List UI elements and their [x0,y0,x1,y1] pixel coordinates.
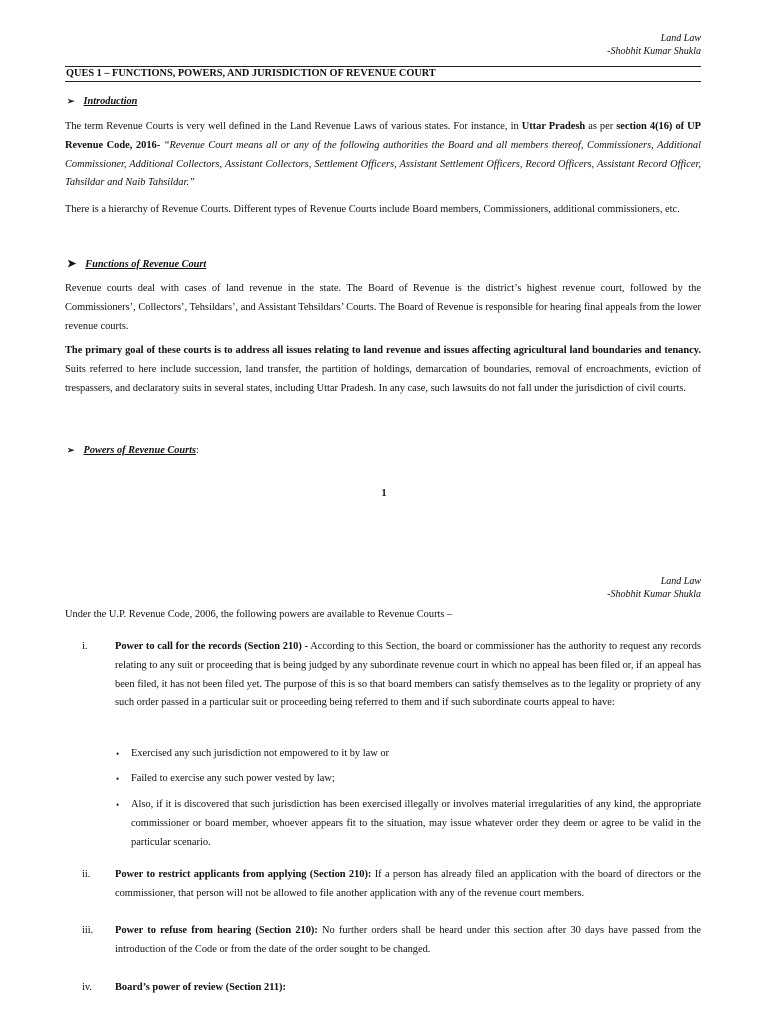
bullet-item-3: Also, if it is discovered that such jurisdiction has been exercised illegally or involves material irregularities of any kind, the appropriate commissioner or board member, whoever appears fit to the situation, may issue whatever order they deem or agree to be valid in the particular scenario. [131,799,701,848]
power-item-3: Power to refuse from hearing (Section 210): No further orders shall be heard under this section after 30 days have passed from the introduction of the Code or from the date of the order sought to be changed. [115,925,701,955]
section-heading-powers: ➢ Powers of Revenue Courts: [67,445,199,456]
functions-paragraph-2: The primary goal of these courts is to address all issues relating to land revenue and issues affecting agricultural land boundaries and tenancy. Suits referred to here include succession, land transfer, the partition of holdings, demarcation of boundaries, removal of encroachments, eviction of trespassers, and declaratory suits in several states, including Uttar Pradesh. In any case, such lawsuits do not fall under the jurisdiction of civil courts. [65,345,701,394]
header-subject: Land Law [660,576,701,587]
question-title: QUES 1 – FUNCTIONS, POWERS, AND JURISDICTION OF REVENUE COURT [66,68,436,79]
page-header [607,576,701,601]
intro-paragraph-2: There is a hierarchy of Revenue Courts. Different types of Revenue Courts include Board members, Commissioners, additional commissioners, etc. [65,204,680,215]
header-subject: Land Law [660,33,701,44]
header-author: -Shobhit Kumar Shukla [607,588,701,600]
section-heading-functions: ➤ Functions of Revenue Court [67,258,207,270]
document-page-2 [0,520,768,1024]
power-item-2: Power to restrict applicants from applying (Section 210): If a person has already filed an application with the board of directors or the commissioner, that person will not be allowed to file another application with any of the revenue court members. [115,869,701,899]
section-heading-introduction: ➢ Introduction [67,96,138,107]
bullet-icon: • [116,749,120,759]
page-header [607,33,701,58]
arrow-bullet-icon: ➢ [67,445,75,455]
list-number: iii. [82,925,94,936]
question-title-bar [65,66,701,82]
bullet-item-2: Failed to exercise any such power vested by law; [131,773,335,784]
bullet-icon: • [116,774,120,784]
arrow-bullet-icon: ➢ [67,96,75,106]
functions-paragraph-1: Revenue courts deal with cases of land revenue in the state. The Board of Revenue is the district’s highest revenue court, followed by the Commissioners’, Collectors’, Tehsildars’, and Assistant Tehsildars’ Courts. The Board of Revenue is responsible for hearing final appeals from the lower revenue courts. [65,283,701,332]
page-number: 1 [381,488,387,499]
list-number: iv. [82,982,93,993]
bullet-item-1: Exercised any such jurisdiction not empowered to it by law or [131,748,389,759]
power-item-1: Power to call for the records (Section 210) - According to this Section, the board or commissioner has the authority to request any records relating to any suit or proceeding that is being judged by any subordinate revenue court in which no appeal has been filed or, if an appeal has been filed, it has not been filed yet. The purpose of this is so that board members can satisfy themselves as to the legality or propriety of any such order passed in a particular suit or proceeding being referred to them and if such subordinate courts appeal to have: [115,641,701,709]
list-number: ii. [82,869,91,880]
power-item-4: Board’s power of review (Section 211): [115,982,286,993]
powers-intro: Under the U.P. Revenue Code, 2006, the following powers are available to Revenue Courts – [65,609,453,620]
list-number: i. [82,641,88,652]
header-author: -Shobhit Kumar Shukla [607,45,701,57]
bullet-icon: • [116,800,120,810]
arrow-bullet-icon: ➤ [67,258,77,270]
intro-paragraph-1: The term Revenue Courts is very well defined in the Land Revenue Laws of various states. For instance, in Uttar Pradesh as per section 4(16) of UP Revenue Code, 2016- “Revenue Court means all or any of the following authorities the Board and all members thereof, Commissioners, Additional Commissioner, Additional Collectors, Assistant Collectors, Settlement Officers, Assistant Settlement Officers, Record Officers, Assistant Record Officer, Tahsildar and Naib Tahsildar.” [65,121,701,189]
